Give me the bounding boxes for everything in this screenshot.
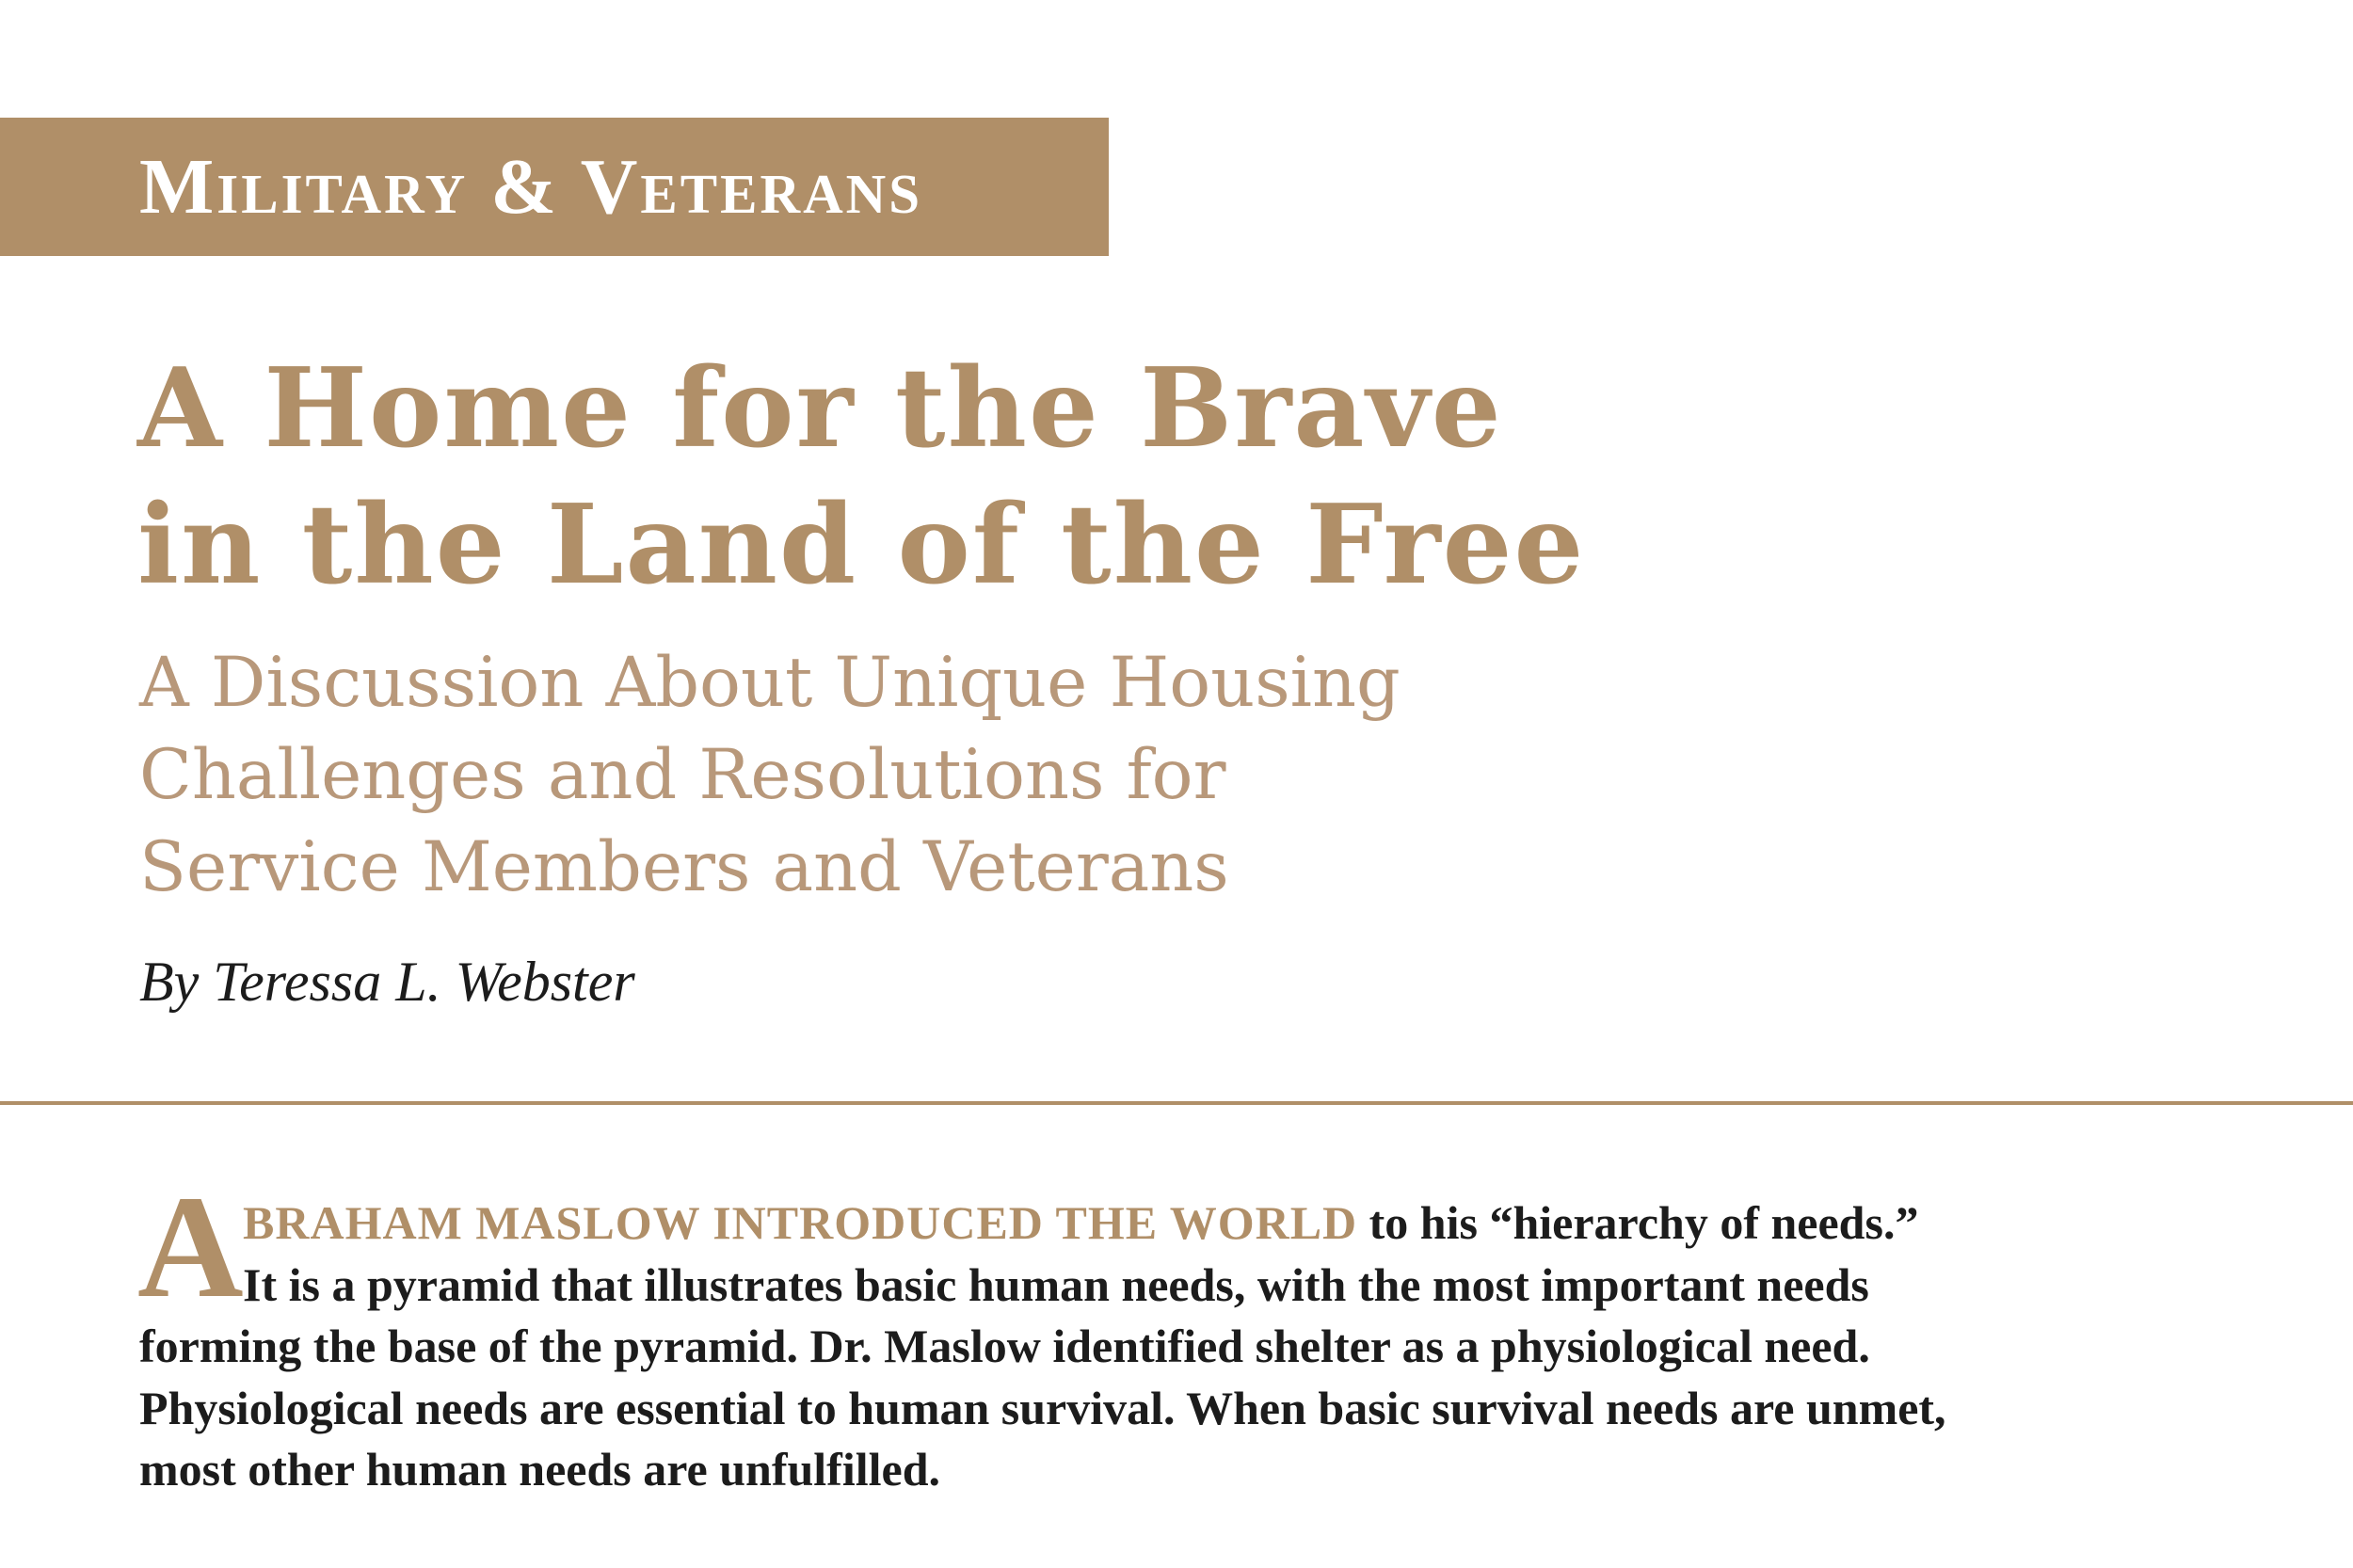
body-line: It is a pyramid that illustrates basic human needs, with the most important needs [243,1258,1869,1311]
section-label: Military & Veterans [139,143,923,231]
subtitle-line: A Discussion About Unique Housing [139,643,1401,723]
body-line-text: to his “hierarchy of needs.” [1357,1196,1919,1249]
divider-rule [0,1101,2353,1105]
body-line: most other human needs are unfulfilled. [139,1443,941,1496]
article-subtitle [139,637,2022,914]
title-line: in the Land of the Free [137,481,1586,609]
body-line: forming the base of the pyramid. Dr. Maslow identified shelter as a physiological need. [139,1320,1870,1372]
article-title [137,341,2020,614]
byline: By Teressa L. Webster [139,951,635,1013]
section-banner [0,118,1109,256]
drop-cap: A [137,1165,244,1328]
subtitle-line: Service Members and Veterans [139,827,1229,907]
body-line: Physiological needs are essential to human survival. When basic survival needs are unmet, [139,1382,1946,1434]
subtitle-line: Challenges and Resolutions for [139,735,1226,815]
title-line: A Home for the Brave [137,344,1503,472]
body-line [243,1192,1918,1253]
lead-in: BRAHAM MASLOW INTRODUCED THE WORLD [243,1196,1358,1249]
